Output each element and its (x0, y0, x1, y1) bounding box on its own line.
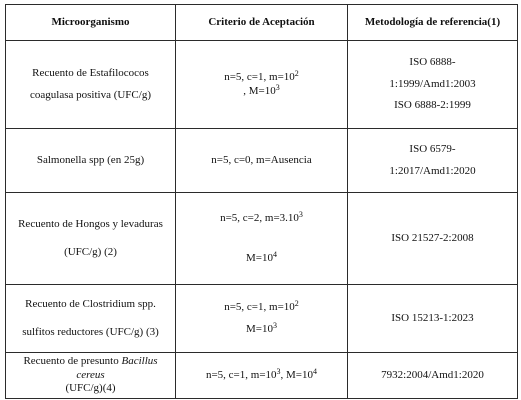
method-cell (348, 41, 518, 129)
criterion-cell (176, 193, 348, 285)
header-microorganism: Microorganismo (6, 5, 176, 41)
criterion-text (182, 320, 341, 337)
header-method: Metodología de referencia(1) (348, 5, 518, 41)
table-row (6, 41, 518, 129)
criterion-text (182, 298, 341, 315)
microorganism-cell (6, 193, 176, 285)
method-text: ISO 21527-2:2008 (391, 231, 474, 244)
table-row (6, 285, 518, 353)
method-cell (348, 129, 518, 193)
criterion-value: M=10 (246, 251, 273, 264)
header-criterion: Criterio de Aceptación (176, 5, 348, 41)
microorganism-cell (6, 285, 176, 353)
table-row (6, 353, 518, 399)
criterion-value: M=10 (246, 322, 273, 335)
method-cell (348, 193, 518, 285)
criterion-text (182, 209, 341, 226)
microorganism-text: Salmonella spp (en 25g) (36, 153, 145, 166)
microorganism-text: Recuento de Hongos y levaduras (18, 217, 163, 230)
method-text: 7932:2004/Amd1:2020 (381, 368, 484, 381)
microorganism-text: sulfitos reductores (UFC/g) (3) (22, 325, 159, 338)
criterion-text (182, 68, 341, 85)
method-text: 1:1999/Amd1:2003 (389, 77, 476, 90)
table-row (6, 193, 518, 285)
criterion-value: n=5, c=1, m=10 (224, 70, 295, 83)
microorganism-text: Recuento de Estafilococos (32, 66, 149, 79)
criterion-cell (176, 129, 348, 193)
method-cell (348, 285, 518, 353)
criterion-cell (176, 41, 348, 129)
criterion-value: n=5, c=1, m=10 (224, 300, 295, 313)
criterion-cell (176, 285, 348, 353)
criteria-table (5, 4, 518, 399)
criterion-text (182, 82, 341, 99)
microorganism-prefix: Recuento de presunto (23, 354, 122, 367)
exponent: 3 (275, 82, 280, 92)
criterion-text (182, 249, 341, 266)
method-text: ISO 15213-1:2023 (391, 311, 474, 324)
method-text: ISO 6888- (409, 55, 456, 68)
criterion-value: , M=10 (280, 368, 314, 381)
microorganism-text: coagulasa positiva (UFC/g) (30, 88, 151, 101)
microorganism-cell (6, 41, 176, 129)
microorganism-text: Recuento de Clostridium spp. (25, 297, 156, 310)
microorganism-cell (6, 353, 176, 399)
microorganism-cell (6, 129, 176, 193)
microorganism-text (12, 355, 169, 383)
exponent: 3 (298, 209, 303, 219)
exponent: 3 (272, 320, 277, 330)
exponent: 3 (276, 366, 281, 376)
method-text: ISO 6888-2:1999 (394, 99, 471, 112)
exponent: 2 (294, 298, 299, 308)
species-name: Bacillus cereus (76, 354, 158, 381)
criterion-cell (176, 353, 348, 399)
table-row (6, 129, 518, 193)
criterion-text (182, 366, 341, 383)
criterion-value: n=5, c=2, m=3.10 (220, 211, 299, 224)
microorganism-text: (UFC/g) (2) (64, 245, 117, 258)
criterion-value: , M=10 (243, 84, 276, 97)
table-header-row (6, 5, 518, 41)
microorganism-text: (UFC/g)(4) (65, 382, 116, 395)
method-text: 1:2017/Amd1:2020 (389, 164, 476, 177)
exponent: 2 (294, 68, 299, 78)
exponent: 4 (313, 366, 318, 376)
method-text: ISO 6579- (409, 142, 456, 155)
exponent: 4 (272, 249, 277, 259)
method-cell (348, 353, 518, 399)
criterion-value: n=5, c=1, m=10 (205, 368, 277, 381)
criterion-text: n=5, c=0, m=Ausencia (211, 153, 312, 166)
